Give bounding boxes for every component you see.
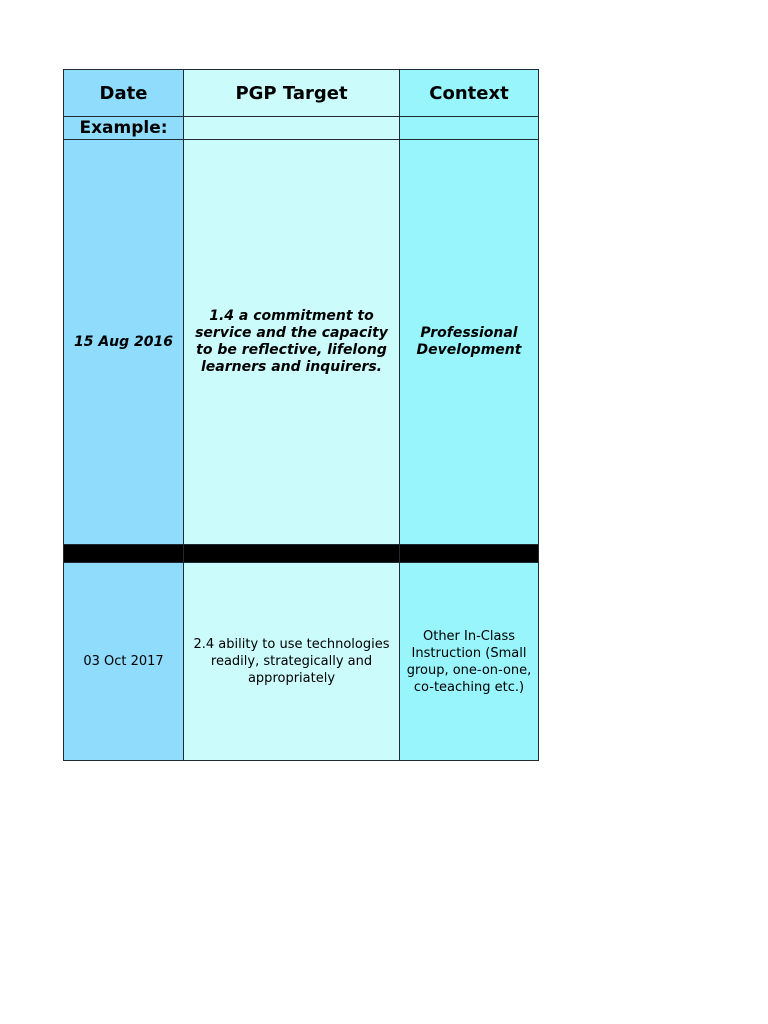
separator-cell-context <box>400 545 539 563</box>
example-target-cell[interactable]: 1.4 a commitment to service and the capacity to be reflective, lifelong learners and inquirers. <box>184 140 400 545</box>
separator-cell-date <box>64 545 184 563</box>
entry-context-cell[interactable]: Other In-Class Instruction (Small group, one-on-one, co-teaching etc.) <box>400 563 539 761</box>
entry-row <box>64 563 539 761</box>
header-context[interactable]: Context <box>400 70 539 117</box>
example-label-target-cell[interactable] <box>184 117 400 140</box>
entry-target-cell[interactable]: 2.4 ability to use technologies readily, strategically and appropriately <box>184 563 400 761</box>
entry-date-cell[interactable]: 03 Oct 2017 <box>64 563 184 761</box>
example-date-cell[interactable]: 15 Aug 2016 <box>64 140 184 545</box>
pgp-log-table <box>63 69 539 761</box>
header-pgp-target[interactable]: PGP Target <box>184 70 400 117</box>
example-context-cell[interactable]: Professional Development <box>400 140 539 545</box>
example-row <box>64 140 539 545</box>
header-row <box>64 70 539 117</box>
example-label-context-cell[interactable] <box>400 117 539 140</box>
header-date[interactable]: Date <box>64 70 184 117</box>
separator-row <box>64 545 539 563</box>
separator-cell-target <box>184 545 400 563</box>
example-label-row <box>64 117 539 140</box>
example-label[interactable]: Example: <box>64 117 184 140</box>
